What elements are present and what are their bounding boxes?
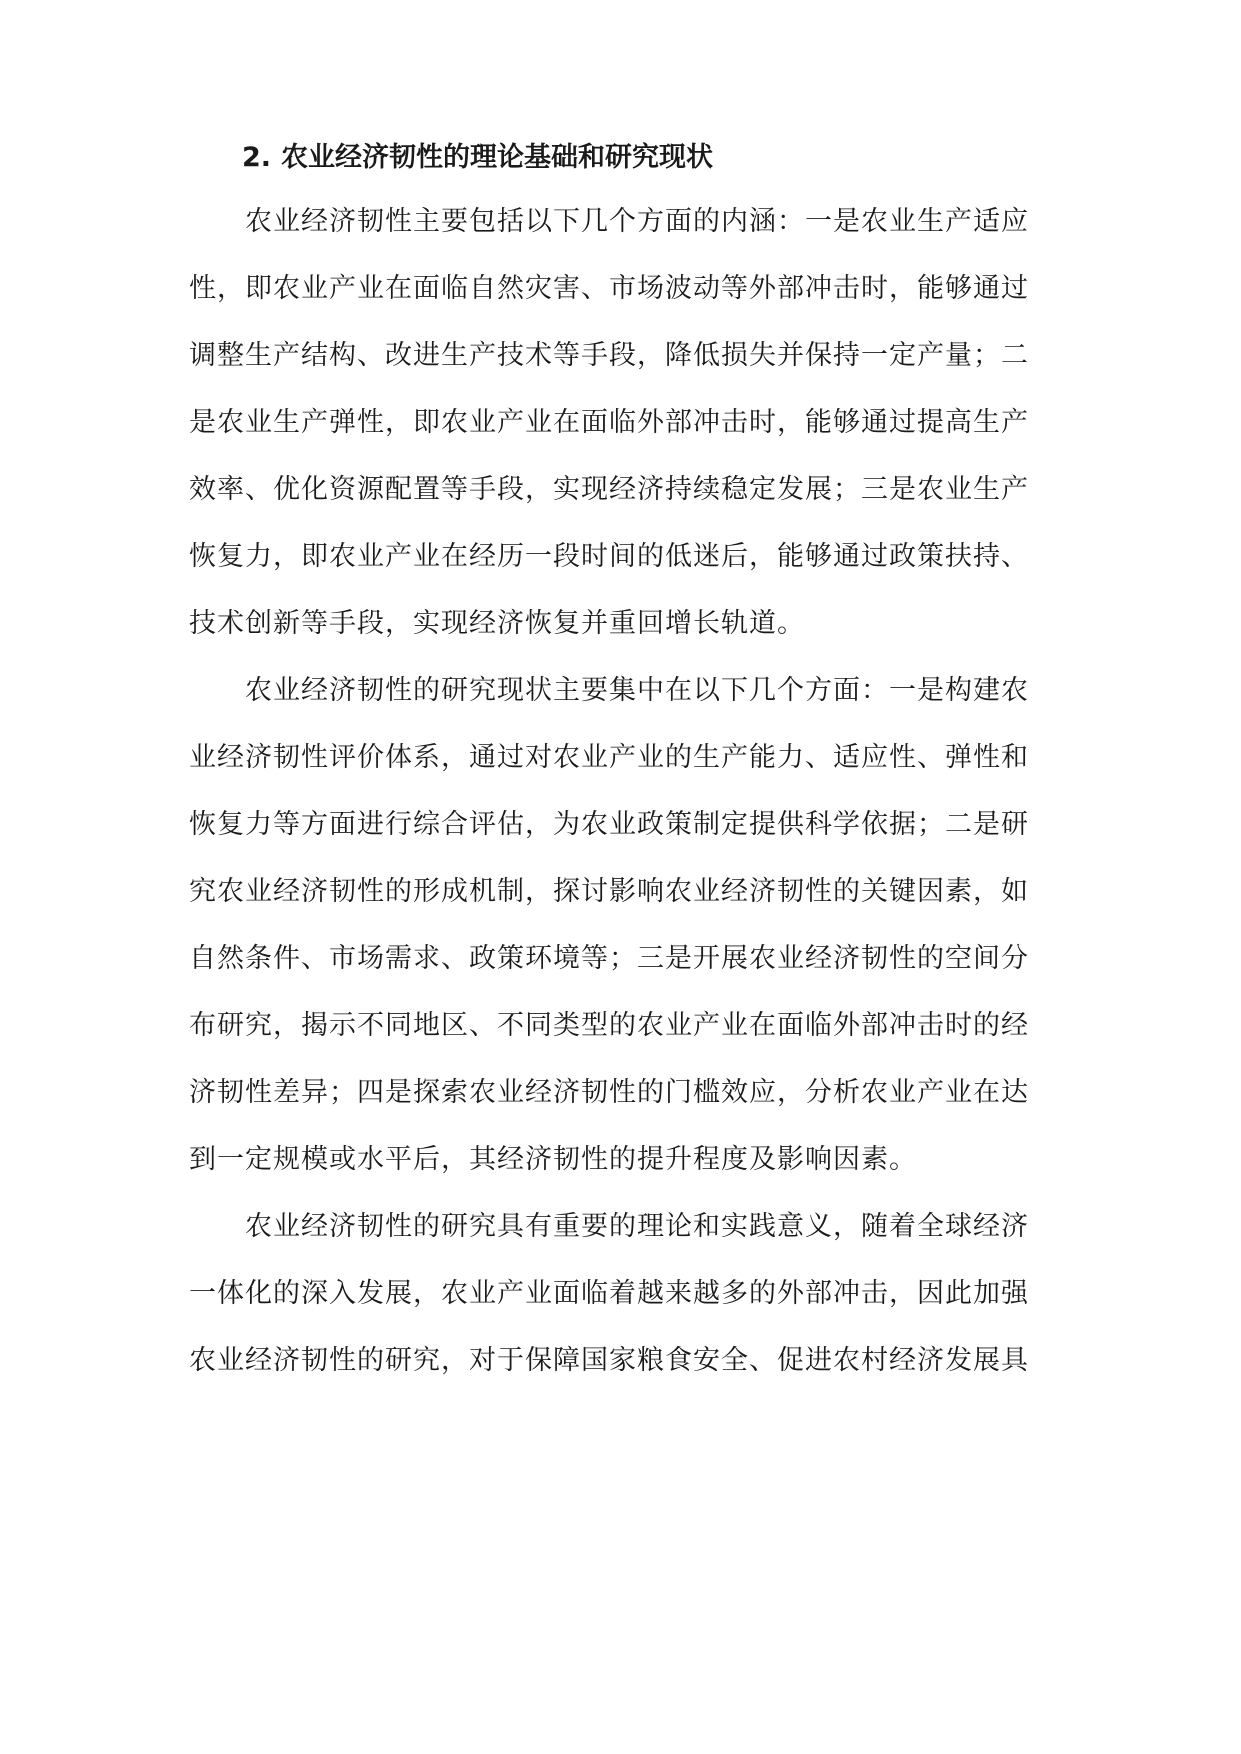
paragraph-1-line-2: 性，即农业产业在面临自然灾害、市场波动等外部冲击时，能够通过 [189,273,1029,304]
paragraph-1-line-1: 农业经济韧性主要包括以下几个方面的内涵：一是农业生产适应 [245,206,1029,237]
paragraph-2-line-1: 农业经济韧性的研究现状主要集中在以下几个方面：一是构建农 [245,675,1029,706]
paragraph-2-line-6: 布研究，揭示不同地区、不同类型的农业产业在面临外部冲击时的经 [189,1010,1029,1041]
section-heading [242,138,1102,178]
section-title: 农业经济韧性的理论基础和研究现状 [281,142,714,173]
paragraph-3-line-2: 一体化的深入发展，农业产业面临着越来越多的外部冲击，因此加强 [189,1278,1029,1309]
paragraph-1-line-3: 调整生产结构、改进生产技术等手段，降低损失并保持一定产量；二 [189,340,1029,371]
paragraph-1-line-7: 技术创新等手段，实现经济恢复并重回增长轨道。 [189,608,805,639]
paragraph-1-line-6: 恢复力，即农业产业在经历一段时间的低迷后，能够通过政策扶持、 [189,541,1029,572]
paragraph-2-line-7: 济韧性差异；四是探索农业经济韧性的门槛效应，分析农业产业在达 [189,1077,1029,1108]
paragraph-2-line-4: 究农业经济韧性的形成机制，探讨影响农业经济韧性的关键因素，如 [189,876,1029,907]
paragraph-1-line-5: 效率、优化资源配置等手段，实现经济持续稳定发展；三是农业生产 [189,474,1029,505]
section-number: 2. [242,142,272,173]
paragraph-1-line-4: 是农业生产弹性，即农业产业在面临外部冲击时，能够通过提高生产 [189,407,1029,438]
paragraph-2-line-3: 恢复力等方面进行综合评估，为农业政策制定提供科学依据；二是研 [189,809,1029,840]
paragraph-3-line-1: 农业经济韧性的研究具有重要的理论和实践意义，随着全球经济 [245,1211,1029,1242]
paragraph-3-line-3: 农业经济韧性的研究，对于保障国家粮食安全、促进农村经济发展具 [189,1345,1029,1376]
paragraph-2-line-2: 业经济韧性评价体系，通过对农业产业的生产能力、适应性、弹性和 [189,742,1029,773]
paragraph-2-line-5: 自然条件、市场需求、政策环境等；三是开展农业经济韧性的空间分 [189,943,1029,974]
paragraph-2-line-8: 到一定规模或水平后，其经济韧性的提升程度及影响因素。 [189,1144,917,1175]
